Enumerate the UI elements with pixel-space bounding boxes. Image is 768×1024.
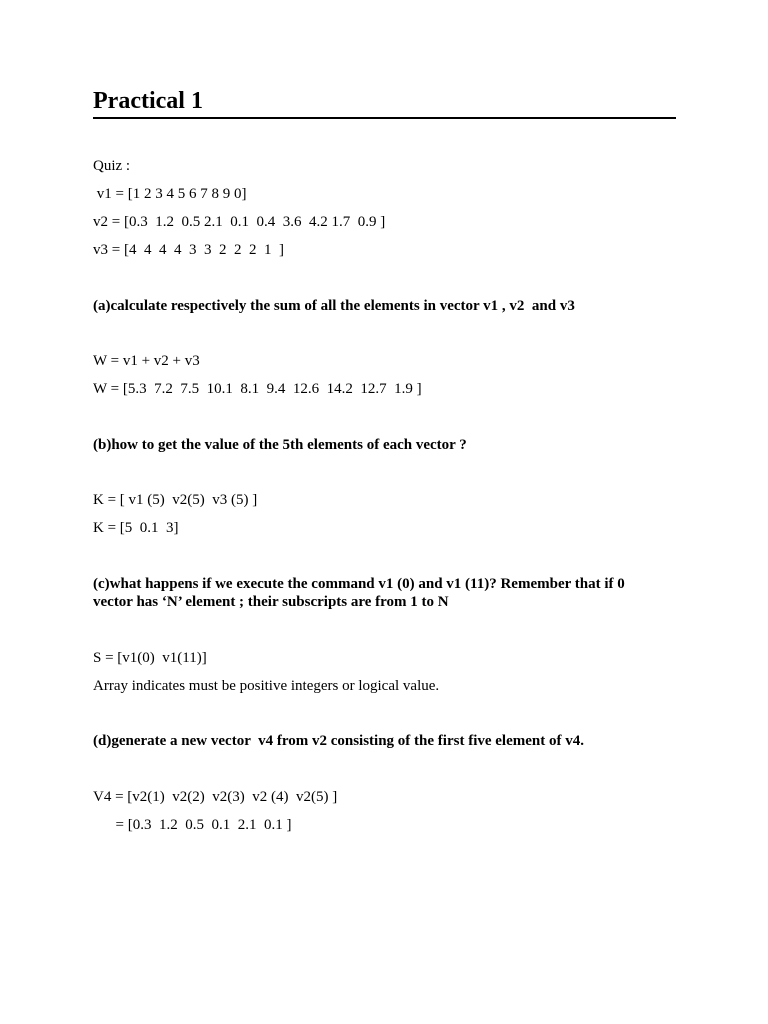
- quiz-label: Quiz :: [93, 158, 131, 174]
- answer-b-formula: K = [ v1 (5) v2(5) v3 (5) ]: [93, 492, 258, 508]
- answer-a-result: W = [5.3 7.2 7.5 10.1 8.1 9.4 12.6 14.2 12.7 1.9 ]: [93, 381, 422, 397]
- question-a: (a)calculate respectively the sum of all the elements in vector v1 , v2 and v3: [93, 298, 575, 314]
- answer-d-formula: V4 = [v2(1) v2(2) v2(3) v2 (4) v2(5) ]: [93, 789, 338, 805]
- answer-a-formula: W = v1 + v2 + v3: [93, 353, 200, 369]
- answer-c-formula: S = [v1(0) v1(11)]: [93, 650, 207, 666]
- vector-v3-definition: v3 = [4 4 4 4 3 3 2 2 2 1 ]: [93, 242, 284, 258]
- question-c: (c)what happens if we execute the command v1 (0) and v1 (11)? Remember that if 0 vector has ‘N’ element ; their subscripts are from 1 to N: [93, 576, 625, 610]
- answer-d-result: = [0.3 1.2 0.5 0.1 2.1 0.1 ]: [93, 817, 292, 833]
- question-b: (b)how to get the value of the 5th elements of each vector ?: [93, 437, 467, 453]
- answer-c-result: Array indicates must be positive integers or logical value.: [93, 678, 440, 694]
- vector-v1-definition: v1 = [1 2 3 4 5 6 7 8 9 0]: [93, 186, 247, 202]
- vector-v2-definition: v2 = [0.3 1.2 0.5 2.1 0.1 0.4 3.6 4.2 1.7 0.9 ]: [93, 214, 386, 230]
- question-d: (d)generate a new vector v4 from v2 consisting of the first five element of v4.: [93, 733, 584, 749]
- answer-b-result: K = [5 0.1 3]: [93, 520, 179, 536]
- page-title: Practical 1: [93, 88, 203, 114]
- title-underline: [93, 117, 676, 119]
